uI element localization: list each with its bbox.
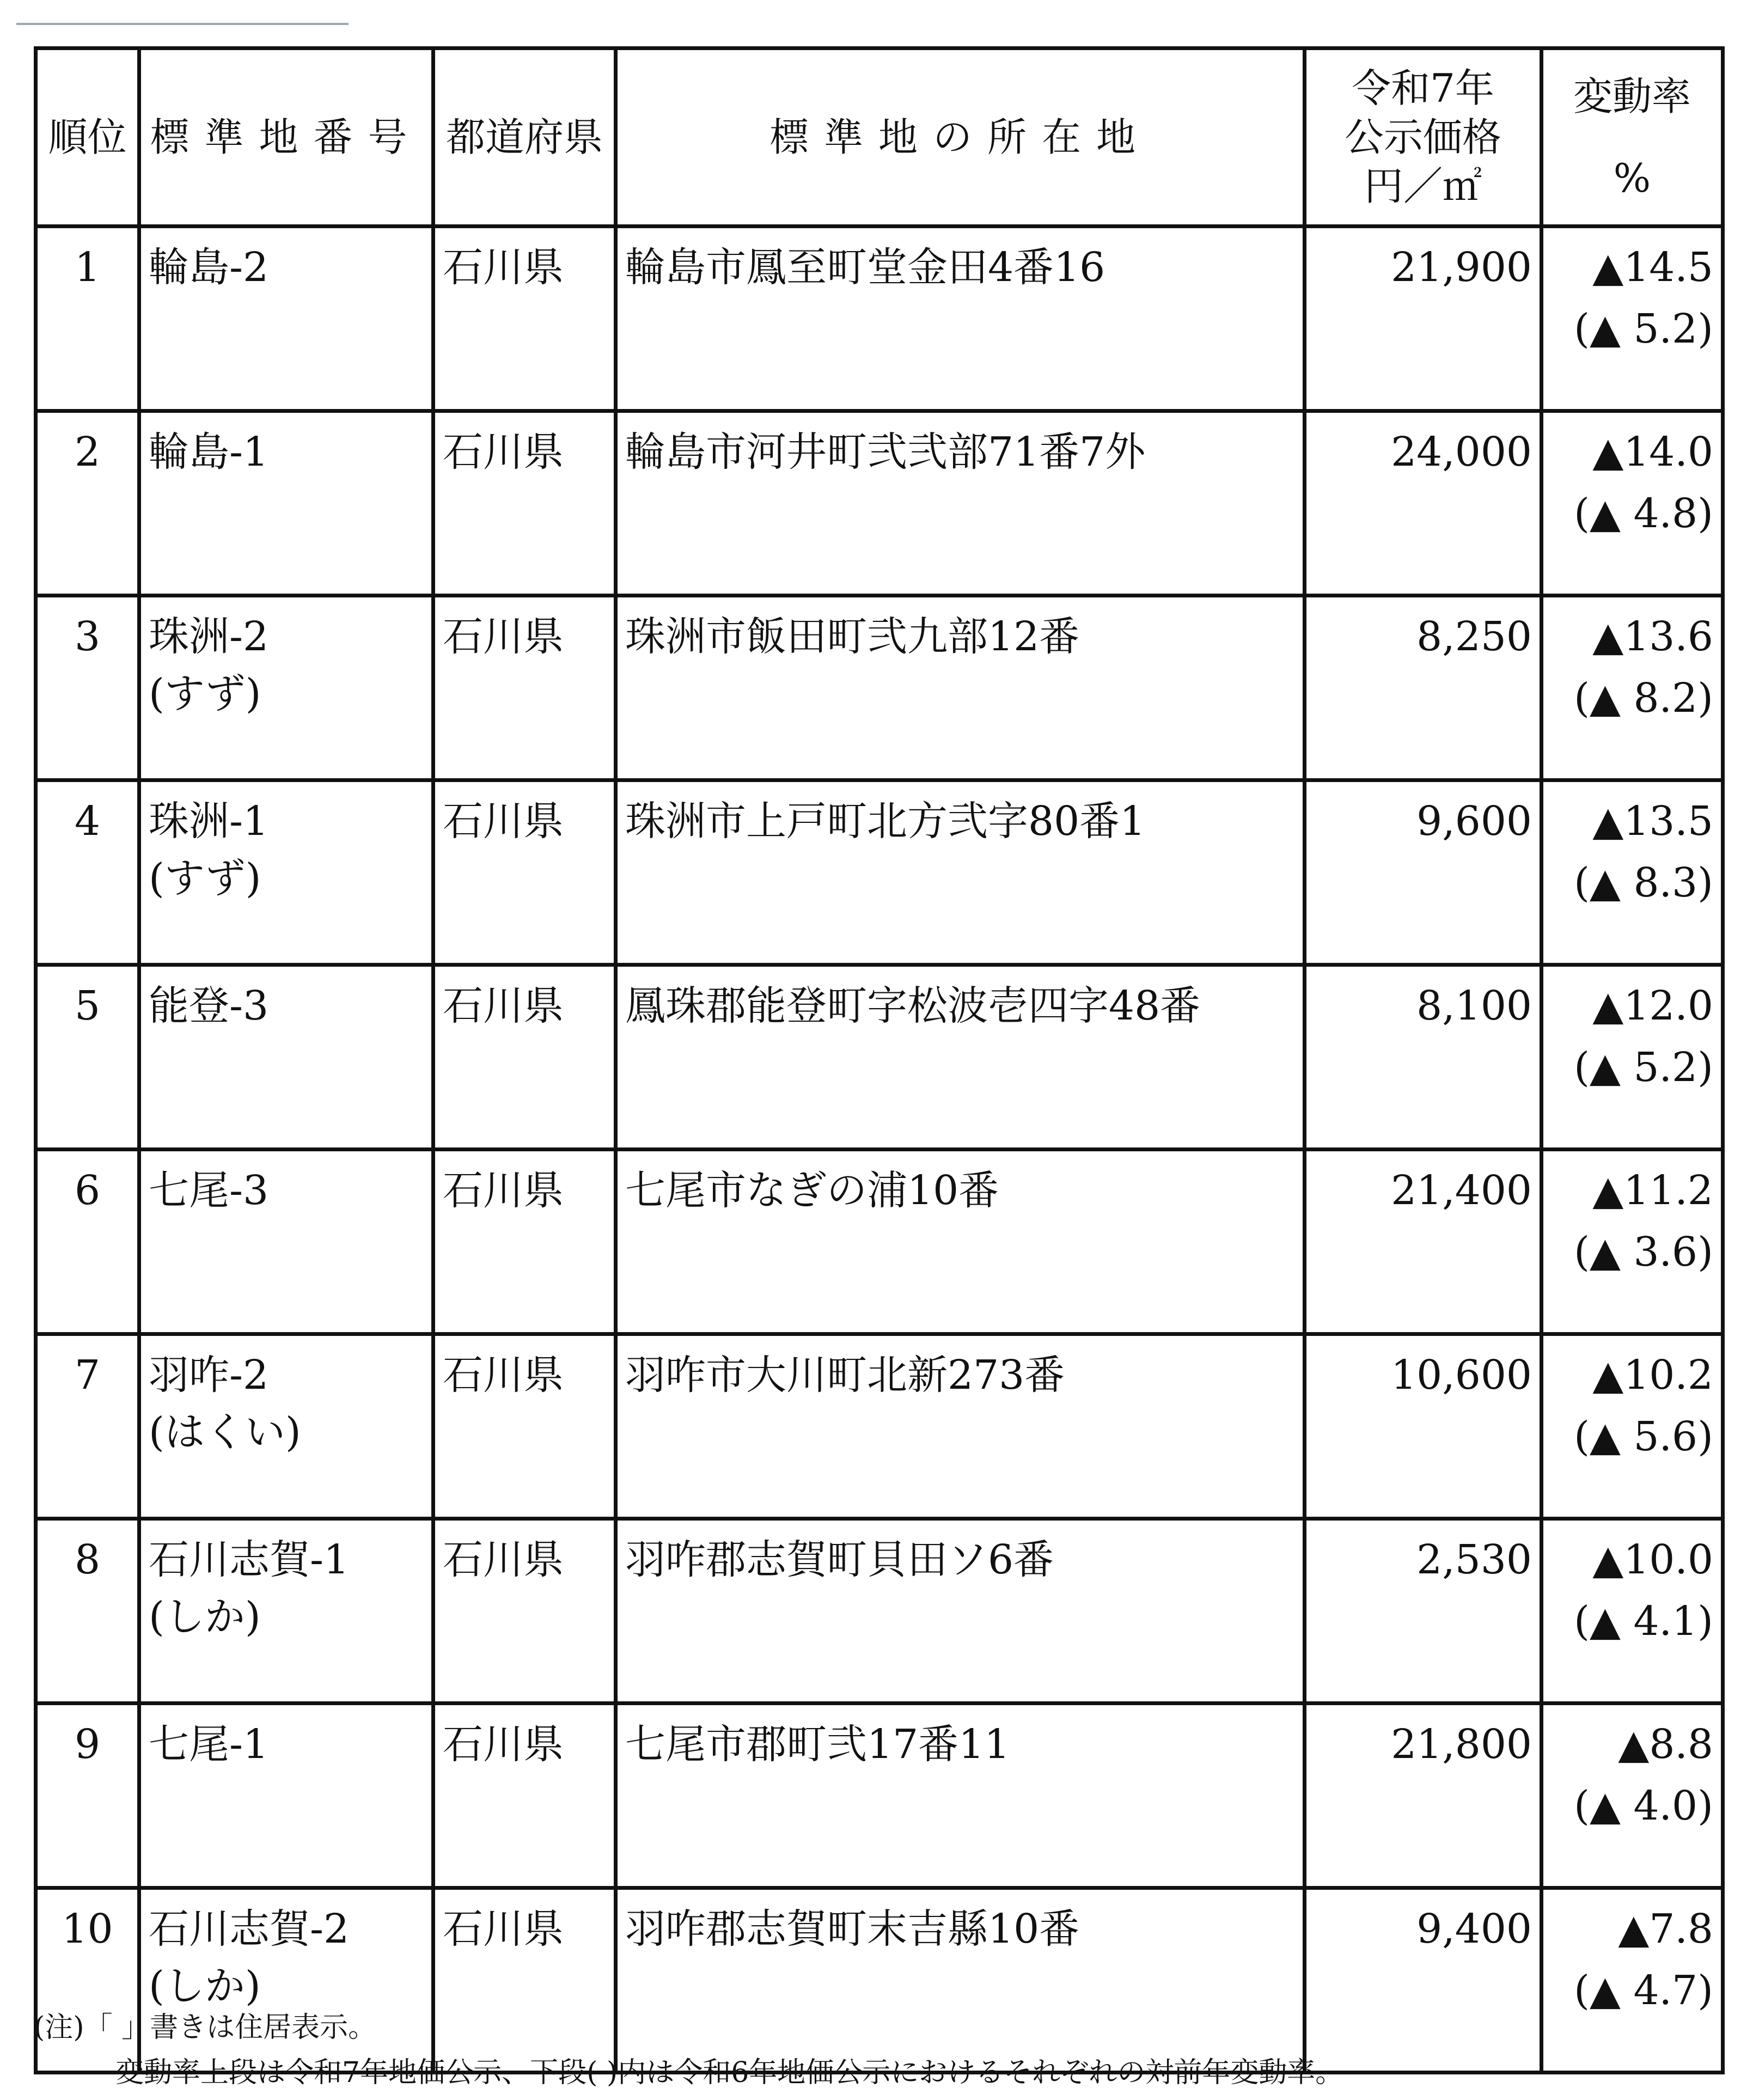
standard-number-cell (139, 780, 433, 965)
rate-current: ▲10.2 (1592, 1352, 1713, 1399)
standard-number: 珠洲-1 (149, 798, 269, 845)
rate-cell (1542, 1150, 1723, 1334)
price-value: 8,100 (1416, 982, 1532, 1029)
price-cell (1305, 1150, 1542, 1334)
location-value: 輪島市鳳至町堂金田4番16 (625, 244, 1105, 291)
standard-number-reading: (すず) (149, 855, 261, 902)
prefecture-value: 石川県 (443, 1167, 564, 1214)
location-value: 七尾市なぎの浦10番 (625, 1167, 999, 1214)
rank-value: 10 (62, 1906, 113, 1952)
standard-number-cell (139, 1150, 433, 1334)
prefecture-value: 石川県 (443, 1721, 564, 1768)
location-cell (616, 1704, 1305, 1888)
prefecture-cell (433, 1704, 616, 1888)
standard-number: 七尾-3 (149, 1167, 269, 1214)
rank-value: 3 (74, 613, 101, 660)
price-value: 21,400 (1391, 1167, 1532, 1214)
rate-cell (1542, 1334, 1723, 1519)
rate-previous: (▲ 4.1) (1574, 1598, 1713, 1645)
rate-previous: (▲ 5.2) (1574, 1044, 1713, 1091)
header-rate-line2: % (1613, 155, 1651, 201)
standard-number: 輪島-1 (149, 429, 269, 475)
standard-number: 羽咋-2 (149, 1352, 269, 1399)
price-cell (1305, 1334, 1542, 1519)
rank-value: 4 (74, 798, 101, 845)
standard-number-cell (139, 596, 433, 780)
rank-cell (36, 596, 139, 780)
price-cell (1305, 1519, 1542, 1704)
prefecture-cell (433, 1150, 616, 1334)
rank-value: 5 (74, 982, 101, 1029)
rank-cell (36, 411, 139, 596)
rank-value: 1 (74, 244, 101, 291)
price-value: 10,600 (1391, 1352, 1532, 1399)
prefecture-value: 石川県 (443, 1536, 564, 1583)
prefecture-value: 石川県 (443, 429, 564, 475)
rank-cell (36, 1150, 139, 1334)
table-row (36, 780, 1723, 965)
location-value: 羽咋郡志賀町末吉縣10番 (625, 1906, 1080, 1952)
location-cell (616, 596, 1305, 780)
rate-current: ▲8.8 (1618, 1721, 1713, 1768)
standard-number: 能登-3 (149, 982, 269, 1029)
rate-cell (1542, 1519, 1723, 1704)
header-price-line2: 公示価格 (1344, 114, 1501, 160)
location-value: 輪島市河井町弐弐部71番7外 (625, 429, 1146, 475)
header-rate-line1: 変動率 (1573, 74, 1691, 119)
price-value: 2,530 (1416, 1536, 1532, 1583)
standard-number-cell (139, 965, 433, 1150)
rate-current: ▲11.2 (1592, 1167, 1713, 1214)
land-price-table (34, 46, 1725, 2074)
price-value: 9,600 (1416, 798, 1532, 845)
rank-cell (36, 1519, 139, 1704)
table-row (36, 1519, 1723, 1704)
header-rate (1542, 48, 1723, 227)
footnote-1: (注)「 」書きは住居表示。 (34, 2011, 377, 2044)
standard-number: 石川志賀-1 (149, 1536, 350, 1583)
rate-current: ▲13.5 (1592, 798, 1713, 845)
rate-cell (1542, 965, 1723, 1150)
table-row (36, 1334, 1723, 1519)
header-standard-number (139, 48, 433, 227)
rate-current: ▲14.0 (1592, 429, 1713, 475)
rate-cell (1542, 596, 1723, 780)
prefecture-value: 石川県 (443, 244, 564, 291)
rank-cell (36, 1704, 139, 1888)
location-value: 羽咋市大川町北新273番 (625, 1352, 1065, 1399)
prefecture-cell (433, 1334, 616, 1519)
top-rule (16, 23, 349, 25)
prefecture-value: 石川県 (443, 613, 564, 660)
price-cell (1305, 780, 1542, 965)
prefecture-value: 石川県 (443, 1906, 564, 1952)
rank-cell (36, 227, 139, 411)
rate-previous: (▲ 5.2) (1574, 306, 1713, 353)
price-value: 21,800 (1391, 1721, 1532, 1768)
standard-number-cell (139, 1334, 433, 1519)
table-row (36, 596, 1723, 780)
location-cell (616, 1334, 1305, 1519)
price-cell (1305, 965, 1542, 1150)
rank-cell (36, 1334, 139, 1519)
price-cell (1305, 596, 1542, 780)
rank-value: 7 (74, 1352, 101, 1399)
rate-previous: (▲ 4.7) (1574, 1967, 1713, 2014)
header-price-line1: 令和7年 (1352, 65, 1494, 111)
standard-number-reading: (しか) (149, 1963, 261, 2010)
header-prefecture: 都道府県 (433, 48, 616, 227)
header-price-line3: 円／㎡ (1364, 163, 1482, 209)
rate-cell (1542, 227, 1723, 411)
price-value: 24,000 (1391, 429, 1532, 475)
location-cell (616, 411, 1305, 596)
header-row (36, 48, 1723, 227)
standard-number: 輪島-2 (149, 244, 269, 291)
rank-value: 6 (74, 1167, 101, 1214)
prefecture-cell (433, 227, 616, 411)
rank-cell (36, 780, 139, 965)
header-price (1305, 48, 1542, 227)
prefecture-cell (433, 780, 616, 965)
location-cell (616, 965, 1305, 1150)
prefecture-cell (433, 596, 616, 780)
rank-value: 2 (74, 429, 101, 475)
location-value: 珠洲市飯田町弐九部12番 (625, 613, 1080, 660)
table-row (36, 411, 1723, 596)
header-standard-number-text: 標準地番号 (150, 114, 423, 160)
price-value: 9,400 (1416, 1906, 1532, 1952)
standard-number: 珠洲-2 (149, 613, 269, 660)
rate-cell (1542, 1704, 1723, 1888)
price-cell (1305, 227, 1542, 411)
prefecture-cell (433, 965, 616, 1150)
prefecture-value: 石川県 (443, 798, 564, 845)
price-cell (1305, 1704, 1542, 1888)
prefecture-cell (433, 411, 616, 596)
rank-value: 8 (74, 1536, 101, 1583)
standard-number-reading: (はくい) (149, 1409, 301, 1456)
table-row (36, 965, 1723, 1150)
standard-number-cell (139, 1704, 433, 1888)
standard-number-cell (139, 227, 433, 411)
rate-current: ▲14.5 (1592, 244, 1713, 291)
header-location (616, 48, 1305, 227)
location-cell (616, 1150, 1305, 1334)
rate-previous: (▲ 4.8) (1574, 490, 1713, 538)
price-value: 8,250 (1416, 613, 1532, 660)
price-value: 21,900 (1391, 244, 1532, 291)
rate-previous: (▲ 8.3) (1574, 859, 1713, 907)
table-row (36, 1704, 1723, 1888)
price-cell (1305, 411, 1542, 596)
rate-current: ▲10.0 (1592, 1536, 1713, 1583)
rate-current: ▲7.8 (1618, 1906, 1713, 1952)
location-cell (616, 1519, 1305, 1704)
location-value: 七尾市郡町弐17番11 (625, 1721, 1010, 1768)
standard-number-cell (139, 1519, 433, 1704)
standard-number: 七尾-1 (149, 1721, 269, 1768)
location-cell (616, 227, 1305, 411)
footnote-2: 変動率上段は令和7年地価公示、下段( )内は令和6年地価公示におけるそれぞれの対前年変動率。 (115, 2056, 1344, 2090)
rate-previous: (▲ 3.6) (1574, 1229, 1713, 1276)
rate-previous: (▲ 5.6) (1574, 1413, 1713, 1461)
standard-number: 石川志賀-2 (149, 1906, 350, 1952)
location-cell (616, 780, 1305, 965)
table-row (36, 1150, 1723, 1334)
header-location-text: 標準地の所在地 (769, 114, 1151, 160)
rate-current: ▲12.0 (1592, 982, 1713, 1029)
rate-cell (1542, 780, 1723, 965)
rate-previous: (▲ 4.0) (1574, 1782, 1713, 1830)
prefecture-value: 石川県 (443, 982, 564, 1029)
location-value: 鳳珠郡能登町字松波壱四字48番 (625, 982, 1201, 1029)
rate-cell (1542, 411, 1723, 596)
rank-value: 9 (74, 1721, 101, 1768)
prefecture-cell (433, 1519, 616, 1704)
table-row (36, 227, 1723, 411)
standard-number-reading: (すず) (149, 670, 261, 718)
standard-number-cell (139, 411, 433, 596)
location-value: 珠洲市上戸町北方弐字80番1 (625, 798, 1146, 845)
prefecture-value: 石川県 (443, 1352, 564, 1399)
rate-previous: (▲ 8.2) (1574, 675, 1713, 722)
rank-cell (36, 965, 139, 1150)
rate-current: ▲13.6 (1592, 613, 1713, 660)
location-value: 羽咋郡志賀町貝田ソ6番 (625, 1536, 1054, 1583)
standard-number-reading: (しか) (149, 1594, 261, 1641)
footnotes (34, 2005, 1721, 2096)
header-rank: 順位 (36, 48, 139, 227)
